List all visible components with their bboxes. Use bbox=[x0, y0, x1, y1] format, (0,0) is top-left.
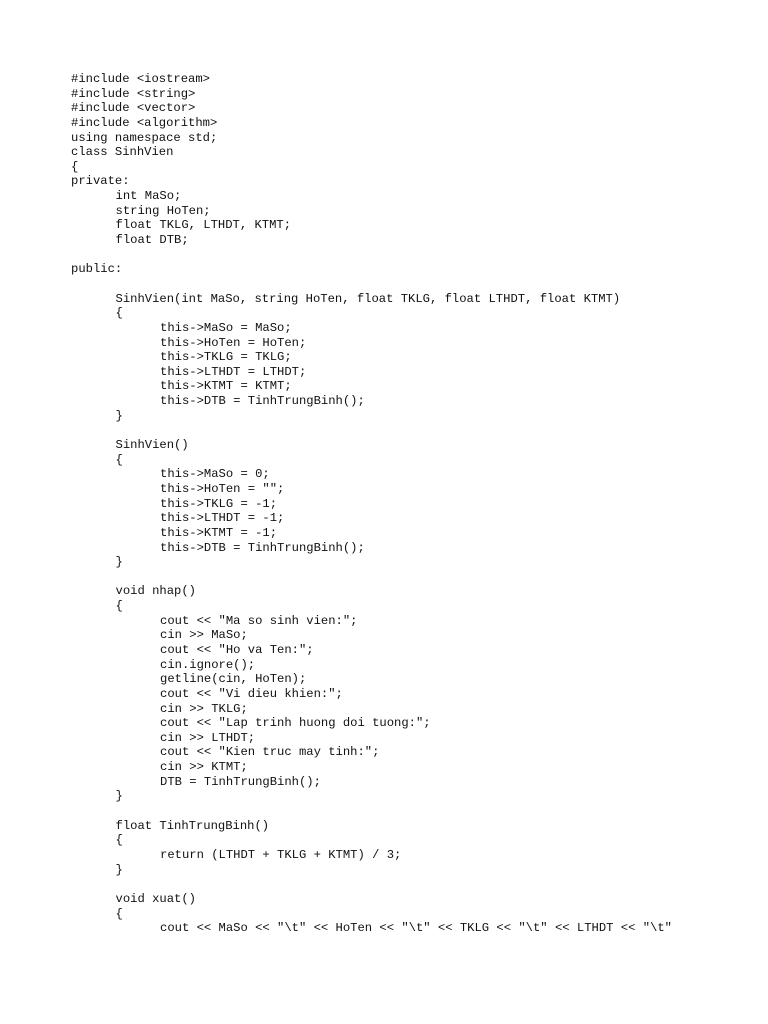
code-line: { bbox=[115, 306, 123, 321]
code-line: cin >> KTMT; bbox=[160, 760, 248, 775]
code-line: return (LTHDT + TKLG + KTMT) / 3; bbox=[160, 847, 402, 862]
code-line: float TKLG, LTHDT, KTMT; bbox=[115, 218, 292, 233]
code-line: #include <vector> bbox=[71, 101, 196, 116]
code-line: string HoTen; bbox=[115, 203, 211, 218]
code-line: using namespace std; bbox=[71, 130, 218, 145]
code-line: cout << "Lap trinh huong doi tuong:"; bbox=[160, 716, 431, 731]
code-line: this->HoTen = ""; bbox=[160, 481, 285, 496]
code-line: int MaSo; bbox=[115, 189, 182, 204]
code-line: this->MaSo = MaSo; bbox=[160, 320, 292, 335]
code-line: SinhVien() bbox=[115, 438, 189, 453]
code-line: } bbox=[115, 862, 123, 877]
code-line bbox=[71, 423, 672, 438]
code-line: { bbox=[115, 452, 123, 467]
code-line: SinhVien(int MaSo, string HoTen, float TKLG, float LTHDT, float KTMT) bbox=[115, 291, 621, 306]
code-line: #include <iostream> bbox=[71, 72, 210, 86]
code-line: this->LTHDT = -1; bbox=[160, 511, 285, 526]
code-line: cin >> TKLG; bbox=[160, 701, 248, 716]
code-line: this->DTB = TinhTrungBinh(); bbox=[160, 540, 365, 555]
code-line: #include <algorithm> bbox=[71, 115, 218, 130]
code-line: } bbox=[115, 555, 123, 570]
code-line: cin >> LTHDT; bbox=[160, 730, 256, 745]
code-line: private: bbox=[71, 174, 130, 189]
code-line: { bbox=[115, 599, 123, 614]
code-line: getline(cin, HoTen); bbox=[160, 672, 307, 687]
code-line: void nhap() bbox=[115, 584, 196, 599]
code-line: } bbox=[115, 408, 123, 423]
code-line: void xuat() bbox=[115, 891, 196, 906]
code-line: float DTB; bbox=[115, 233, 189, 248]
code-line: this->HoTen = HoTen; bbox=[160, 335, 307, 350]
code-line: this->TKLG = -1; bbox=[160, 496, 278, 511]
code-line bbox=[71, 277, 672, 292]
code-line: { bbox=[115, 833, 123, 848]
code-line: } bbox=[115, 789, 123, 804]
code-line: cout << "Vi dieu khien:"; bbox=[160, 686, 343, 701]
code-line: this->LTHDT = LTHDT; bbox=[160, 364, 307, 379]
code-line: #include <string> bbox=[71, 86, 196, 101]
code-line: cout << "Kien truc may tinh:"; bbox=[160, 745, 380, 760]
code-line: cout << MaSo << "\t" << HoTen << "\t" << TKLG << "\t" << LTHDT << "\t" bbox=[160, 921, 672, 936]
code-line bbox=[71, 570, 672, 585]
code-line: { bbox=[71, 159, 79, 174]
code-line: this->KTMT = KTMT; bbox=[160, 379, 292, 394]
code-line bbox=[71, 877, 672, 892]
code-line: this->TKLG = TKLG; bbox=[160, 350, 292, 365]
code-line: cin >> MaSo; bbox=[160, 628, 248, 643]
code-line: this->MaSo = 0; bbox=[160, 467, 270, 482]
code-line: class SinhVien bbox=[71, 145, 174, 160]
code-line: { bbox=[115, 906, 123, 921]
code-line: DTB = TinhTrungBinh(); bbox=[160, 774, 321, 789]
code-line: public: bbox=[71, 262, 123, 277]
code-line bbox=[71, 804, 672, 819]
code-line bbox=[71, 248, 672, 263]
code-line: cout << "Ma so sinh vien:"; bbox=[160, 613, 358, 628]
code-line: this->DTB = TinhTrungBinh(); bbox=[160, 394, 365, 409]
code-line: cin.ignore(); bbox=[160, 657, 256, 672]
code-line: this->KTMT = -1; bbox=[160, 525, 278, 540]
code-line: cout << "Ho va Ten:"; bbox=[160, 642, 314, 657]
source-code-block bbox=[71, 72, 672, 936]
code-line: float TinhTrungBinh() bbox=[115, 818, 270, 833]
